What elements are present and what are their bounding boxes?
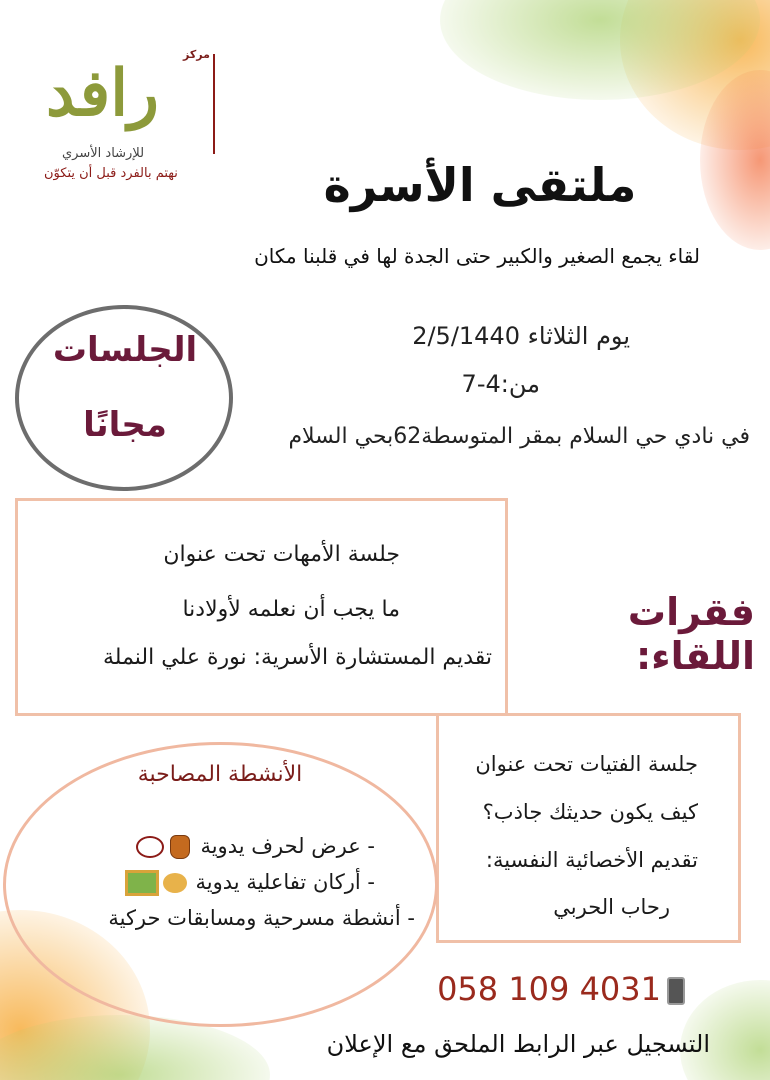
thought-bubble-icon	[136, 836, 164, 858]
mothers-session-presenter: تقديم المستشارة الأسرية: نورة علي النملة	[102, 645, 492, 670]
registration-note: التسجيل عبر الرابط الملحق مع الإعلان	[326, 1030, 710, 1058]
activities-heading: الأنشطة المصاحبة	[137, 762, 303, 787]
vase-icon	[170, 835, 190, 859]
activity-item	[30, 834, 375, 859]
free-badge-line2: مجانًا	[83, 405, 167, 445]
activity-item-text: - أركان تفاعلية يدوية	[195, 870, 375, 894]
activity-item	[30, 870, 375, 896]
contact-phone	[420, 970, 685, 1008]
logo-subtitle: للإرشاد الأسري	[62, 146, 145, 161]
activity-item-text: - أنشطة مسرحية ومسابقات حركية	[108, 906, 415, 930]
activity-item	[30, 906, 415, 930]
framed-picture-icon	[125, 870, 159, 896]
girls-session-presenter-label: تقديم الأخصائية النفسية:	[485, 848, 698, 872]
palette-icon	[163, 873, 187, 893]
girls-session-topic: كيف يكون حديثك جاذب؟	[482, 800, 698, 824]
mobile-phone-icon	[667, 977, 685, 1005]
program-heading: فقرات اللقاء:	[627, 590, 755, 678]
mothers-session-title: جلسة الأمهات تحت عنوان	[163, 542, 400, 567]
logo-divider	[213, 54, 215, 154]
event-time: من:4-7	[461, 370, 540, 398]
mothers-session-topic: ما يجب أن نعلمه لأولادنا	[182, 597, 400, 622]
logo-tagline: نهتم بالفرد قبل أن يتكوّن	[44, 166, 178, 181]
activity-item-text: - عرض لحرف يدوية	[200, 834, 375, 858]
phone-number: 058 109 4031	[437, 970, 661, 1008]
event-place: في نادي حي السلام بمقر المتوسطة62بحي السلام	[288, 424, 750, 449]
free-badge-line1: الجلسات	[52, 330, 198, 370]
logo-small-label: مركز	[183, 48, 210, 61]
center-logo	[40, 48, 225, 198]
page-subtitle: لقاء يجمع الصغير والكبير حتى الجدة لها في قلبنا مكان	[254, 244, 700, 268]
logo-word: رافد	[46, 56, 159, 131]
girls-session-presenter-name: رحاب الحربي	[553, 895, 670, 919]
page-title: ملتقى الأسرة	[323, 158, 637, 212]
event-date: يوم الثلاثاء 2/5/1440	[412, 322, 630, 350]
girls-session-title: جلسة الفتيات تحت عنوان	[475, 752, 698, 776]
